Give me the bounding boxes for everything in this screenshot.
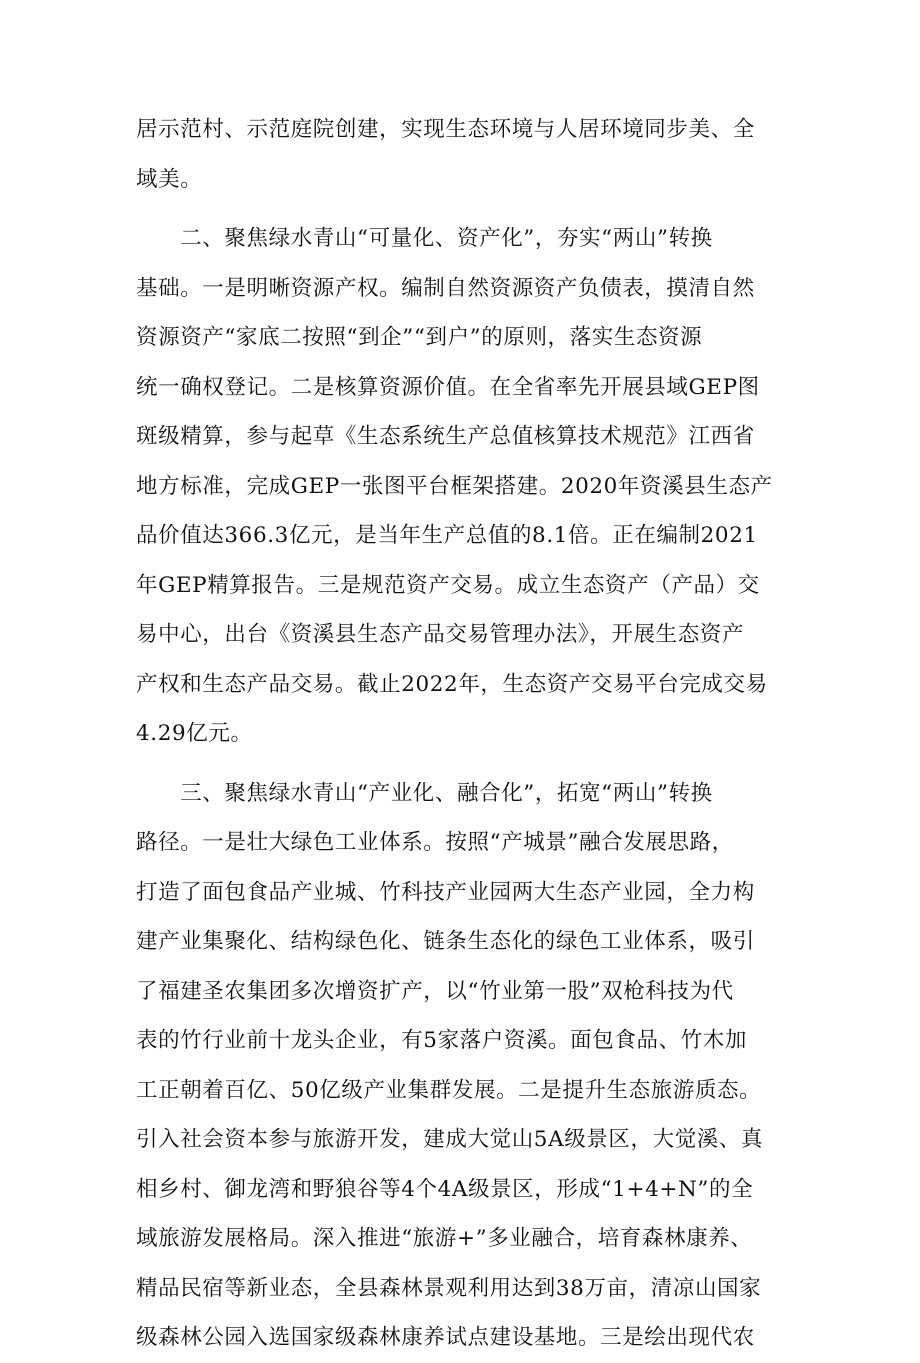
text-line: 建产业集聚化、结构绿色化、链条生态化的绿色工业体系，吸引 [136,929,755,954]
text-line: 地方标准，完成GEP一张图平台框架搭建。2020年资溪县生态产 [136,473,773,499]
text-line: 年GEP精算报告。三是规范资产交易。成立生态资产（产品）交 [136,572,760,598]
text-line: 路径。一是壮大绿色工业体系。按照“产城景”融合发展思路， [136,830,734,855]
text-line: 打造了面包食品产业城、竹科技产业园两大生态产业园，全力构 [136,879,755,905]
text-line: 产权和生态产品交易。截止2022年，生态资产交易平台完成交易 [136,671,768,697]
text-line: 工正朝着百亿、50亿级产业集群发展。二是提升生态旅游质态。 [136,1077,762,1103]
paragraph-1 [136,105,796,204]
text-line: 了福建圣农集团多次增资扩产，以“竹业第一股”双枪科技为代 [136,978,734,1004]
text-line: 二、聚焦绿水青山“可量化、资产化”，夯实“两山”转换 [136,226,713,251]
text-line: 域旅游发展格局。深入推进“旅游+”多业融合，培育森林康养、 [136,1226,753,1251]
paragraph-gap [136,759,796,769]
text-line: 品价值达366.3亿元，是当年生产总值的8.1倍。正在编制2021 [136,523,758,548]
text-line: 引入社会资本参与旅游开发，建成大觉山5A级景区，大觉溪、真 [136,1127,764,1152]
paragraph-3 [136,769,796,1363]
text-line: 表的竹行业前十龙头企业，有5家落户资溪。面包食品、竹木加 [136,1028,747,1053]
text-line: 精品民宿等新业态，全县森林景观利用达到38万亩，清凉山国家 [136,1275,762,1301]
text-line: 斑级精算，参与起草《生态系统生产总值核算技术规范》江西省 [136,424,755,449]
text-line: 三、聚焦绿水青山“产业化、融合化”，拓宽“两山”转换 [136,780,713,806]
text-line: 基础。一是明晰资源产权。编制自然资源资产负债表，摸清自然 [136,275,755,301]
text-line: 居示范村、示范庭院创建，实现生态环境与人居环境同步美、全 [136,117,755,142]
text-line: 4.29亿元。 [136,721,253,746]
paragraph-2 [136,214,796,759]
document-body [136,105,796,1363]
text-line: 易中心，出台《资溪县生态产品交易管理办法》，开展生态资产 [136,622,745,647]
text-line: 统一确权登记。二是核算资源价值。在全省率先开展县域GEP图 [136,374,760,400]
text-line: 相乡村、御龙湾和野狼谷等4个4A级景区，形成“1+4+N”的全 [136,1176,754,1202]
paragraph-gap [136,204,796,214]
text-line: 资源资产“家底二按照“到企”“到户”的原则，落实生态资源 [136,325,703,350]
text-line: 级森林公园入选国家级森林康养试点建设基地。三是绘出现代农 [136,1325,755,1350]
text-line: 域美。 [136,166,203,192]
